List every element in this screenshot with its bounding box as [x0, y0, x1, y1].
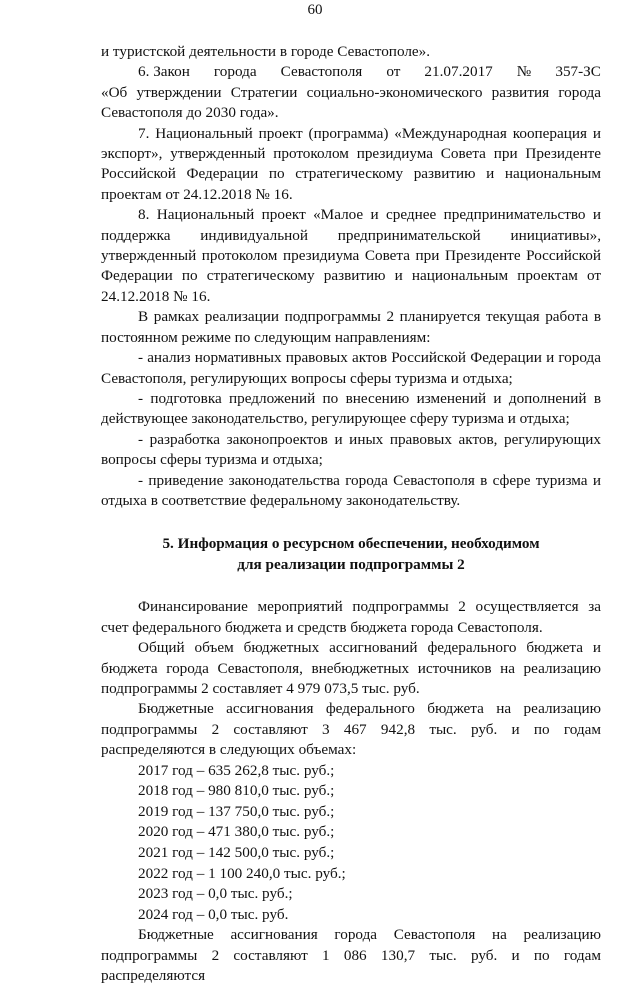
law-6-first-line: [101, 62, 601, 82]
year-allocation-item: 2021 год – 142 500,0 тыс. руб.;: [138, 843, 335, 861]
bullet-proposals: - подготовка предложений по внесению изменений и дополнений в действующее законодательство, регулирующее сферу туризма и отдыха;: [101, 389, 601, 428]
bullet-alignment: - приведение законодательства города Севастополя в сфере туризма и отдыха в соответствие федеральному законодательству.: [101, 471, 601, 509]
law-6-word: города: [213, 63, 257, 81]
year-allocation-item: 2018 год – 980 810,0 тыс. руб.;: [138, 782, 335, 800]
paragraph-work-directions: В рамках реализации подпрограммы 2 планируется текущая работа в постоянном режиме по следующим направлениям:: [101, 308, 601, 346]
law-6-word: 357-ЗС: [555, 63, 601, 81]
law-6-word: от: [386, 63, 401, 81]
page-number: 60: [307, 2, 323, 18]
section-heading: [101, 533, 601, 575]
year-allocation-item: 2022 год – 1 100 240,0 тыс. руб.;: [138, 864, 346, 882]
document-body: [101, 42, 601, 987]
year-allocation-item: 2019 год – 137 750,0 тыс. руб.;: [138, 802, 335, 820]
paragraph-law-6-rest: «Об утверждении Стратегии социально-экономического развития города Севастополя до 2030 года».: [101, 83, 601, 122]
section-heading-line-2: для реализации подпрограммы 2: [237, 556, 465, 574]
year-allocation-item: 2020 год – 471 380,0 тыс. руб.;: [138, 823, 335, 841]
law-6-word: №: [516, 63, 532, 81]
year-allocation-item: 2017 год – 635 262,8 тыс. руб.;: [138, 761, 335, 779]
paragraph-financing: Финансирование мероприятий подпрограммы 2 осуществляется за счет федерального бюджета и средств бюджета города Севастополя.: [101, 598, 601, 636]
bullet-analysis: - анализ нормативных правовых актов Российской Федерации и города Севастополя, регулирующих вопросы сферы туризма и отдыха;: [101, 349, 601, 387]
section-heading-line-1: 5. Информация о ресурсном обеспечении, необходимом: [162, 535, 540, 553]
year-allocation-item: 2024 год – 0,0 тыс. руб.: [138, 905, 289, 923]
paragraph-city-budget: Бюджетные ассигнования города Севастополя на реализацию подпрограммы 2 составляют 1 086 130,7 тыс. руб. и по годам распределяются: [101, 926, 601, 985]
paragraph-total-volume: Общий объем бюджетных ассигнований федерального бюджета и бюджета города Севастополя, внебюджетных источников на реализацию подпрограммы 2 составляет 4 979 073,5 тыс. руб.: [101, 639, 601, 697]
paragraph-federal-budget: Бюджетные ассигнования федерального бюджета на реализацию подпрограммы 2 составляют 3 467 942,8 тыс. руб. и по годам распределяются в следующих объемах:: [101, 700, 601, 759]
bullet-drafting: - разработка законопроектов и иных правовых актов, регулирующих вопросы сферы туризма и отдыха;: [101, 430, 601, 469]
year-allocation-item: 2023 год – 0,0 тыс. руб.;: [138, 885, 293, 903]
paragraph-national-project-7: 7. Национальный проект (программа) «Международная кооперация и экспорт», утвержденный протоколом президиума Совета при Президенте Российской Федерации по стратегическому развитию и национальным проектам от 24.12.2018 № 16.: [101, 124, 601, 203]
law-6-word: Севастополя: [280, 63, 363, 81]
paragraph-national-project-8: 8. Национальный проект «Малое и среднее предпринимательство и поддержка индивидуальной предпринимательской инициативы», утвержденный протоколом президиума Совета при Президенте Российской Федерации по стратегическому развитию и национальным проектам от 24.12.2018 № 16.: [101, 206, 601, 305]
law-6-word: 21.07.2017: [424, 63, 493, 81]
year-allocation-list: [101, 761, 601, 926]
paragraph-tourism-continuation: и туристской деятельности в городе Севастополе».: [101, 43, 431, 60]
law-6-word: 6. Закон: [138, 63, 190, 81]
